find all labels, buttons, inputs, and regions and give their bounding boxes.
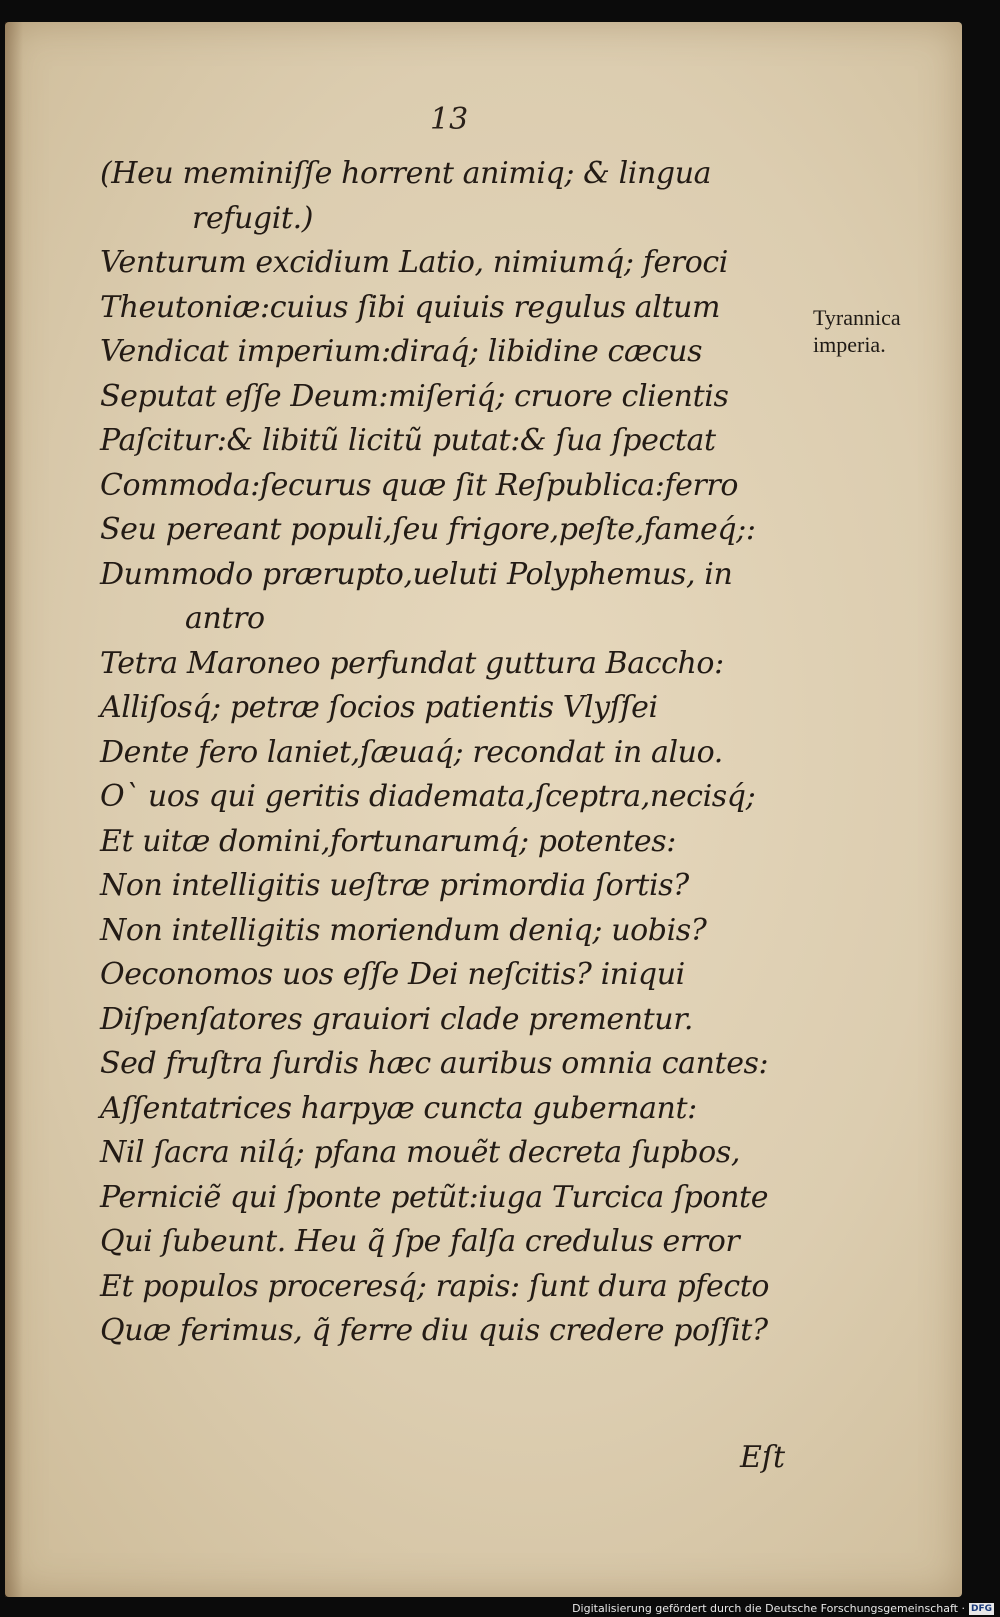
verse-line: (Heu meminiſſe horrent animiq; & lingua xyxy=(100,156,712,191)
verse-line: Theutoniæ:cuius ſibi quiuis regulus altum xyxy=(100,289,721,325)
verse-line: antro xyxy=(185,601,265,636)
verse-line: Seputat eſſe Deum:miſeriq́; cruore clientis xyxy=(100,378,729,414)
digitization-credit xyxy=(572,1602,994,1615)
verse-line: refugit.) xyxy=(192,200,314,236)
verse-line: Alliſosq́; petræ ſocios patientis Vlyſſei xyxy=(100,690,658,725)
verse-line: Sed fruſtra ſurdis hæc auribus omnia cantes: xyxy=(100,1046,769,1081)
verse-line: Dente fero laniet,ſæuaq́; recondat in aluo. xyxy=(100,734,723,770)
credit-text: Digitalisierung gefördert durch die Deutsche Forschungsgemeinschaft · xyxy=(572,1602,965,1615)
verse-line: Et uitæ domini,fortunarumq́; potentes: xyxy=(100,823,676,859)
dfg-logo-icon: DFG xyxy=(970,1603,992,1614)
catchword: Eſt xyxy=(740,1440,786,1475)
verse-line: Perniciẽ qui ſponte petũt:iuga Turcica ſponte xyxy=(100,1179,769,1215)
verse-line: O` uos qui geritis diademata,ſceptra,necisq́; xyxy=(100,779,756,814)
verse-line: Non intelligitis moriendum deniq; uobis? xyxy=(100,912,707,948)
verse-line: Aſſentatrices harpyæ cuncta gubernant: xyxy=(100,1090,697,1126)
verse-line: Qui ſubeunt. Heu q̃ ſpe falſa credulus error xyxy=(100,1224,740,1259)
verse-line: Et populos proceresq́; rapis: ſunt dura pfecto xyxy=(100,1268,770,1304)
verse-line: Tetra Maroneo perfundat guttura Baccho: xyxy=(100,645,724,681)
margin-note-line: Tyrannica xyxy=(813,305,901,330)
verse-line: Vendicat imperium:diraq́; libidine cæcus xyxy=(100,334,703,369)
verse-line: Seu pereant populi,ſeu frigore,peſte,fameq́;: xyxy=(100,512,756,547)
verse-text xyxy=(100,152,800,1354)
verse-line: Non intelligitis ueſtræ primordia ſortis? xyxy=(100,868,689,903)
verse-line: Nil ſacra nilq́; pfana mouẽt decreta ſupbos, xyxy=(100,1135,740,1170)
verse-line: Diſpenſatores grauiori clade prementur. xyxy=(100,1001,693,1037)
verse-line: Oeconomos uos eſſe Dei neſcitis? iniqui xyxy=(100,957,685,992)
verse-line: Venturum excidium Latio, nimiumq́; feroci xyxy=(100,245,729,280)
verse-line: Paſcitur:& libitũ licitũ putat:& ſua ſpectat xyxy=(100,423,716,458)
page-number: 13 xyxy=(430,102,469,137)
book-page xyxy=(5,22,962,1597)
margin-note-line: imperia. xyxy=(813,332,886,357)
verse-line: Dummodo prærupto,ueluti Polyphemus, in xyxy=(100,556,733,592)
verse-line: Quæ ferimus, q̃ ferre diu quis credere poſſit? xyxy=(100,1313,768,1348)
margin-note xyxy=(813,304,901,358)
verse-line: Commoda:ſecurus quæ ſit Reſpublica:ferro xyxy=(100,467,739,503)
